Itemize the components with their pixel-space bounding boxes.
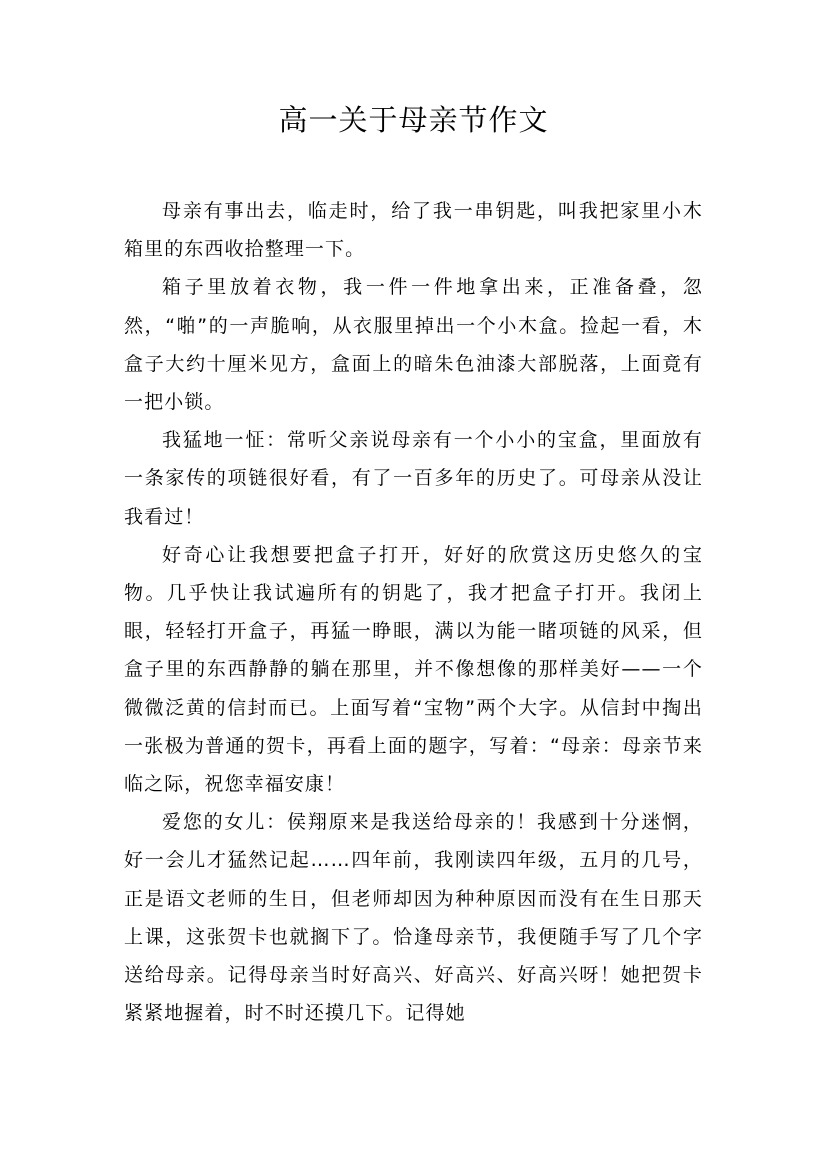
paragraph-4: 好奇心让我想要把盒子打开，好好的欣赏这历史悠久的宝物。几乎快让我试遍所有的钥匙了，我才把盒子打开。我闭上眼，轻轻打开盒子，再猛一睁眼，满以为能一睹项链的风采，但盒子里的东西静静的躺在那里，并不像想像的那样美好——一个微微泛黄的信封而已。上面写着“宝物”两个大字。从信封中掏出一张极为普通的贺卡，再看上面的题字，写着：“母亲：母亲节来临之际，祝您幸福安康！ bbox=[124, 543, 703, 796]
paragraph-5: 爱您的女儿：侯翔原来是我送给母亲的！我感到十分迷惘，好一会儿才猛然记起……四年前，我刚读四年级，五月的几号，正是语文老师的生日，但老师却因为种种原因而没有在生日那天上课，这张贺卡也就搁下了。恰逢母亲节，我便随手写了几个字送给母亲。记得母亲当时好高兴、好高兴、好高兴呀！她把贺卡紧紧地握着，时不时还摸几下。记得她 bbox=[124, 811, 703, 1025]
paragraph-2: 箱子里放着衣物，我一件一件地拿出来，正准备叠，忽然，“啪”的一声脆响，从衣服里掉出一个小木盒。捡起一看，木盒子大约十厘米见方，盒面上的暗朱色油漆大部脱落，上面竟有一把小锁。 bbox=[124, 276, 703, 414]
paragraph-3: 我猛地一怔：常听父亲说母亲有一个小小的宝盒，里面放有一条家传的项链很好看，有了一百多年的历史了。可母亲从没让我看过！ bbox=[124, 429, 703, 528]
document-title: 高一关于母亲节作文 bbox=[278, 103, 549, 137]
paragraph-1: 母亲有事出去，临走时，给了我一串钥匙，叫我把家里小木箱里的东西收拾整理一下。 bbox=[124, 200, 703, 261]
document-body bbox=[124, 192, 703, 1032]
